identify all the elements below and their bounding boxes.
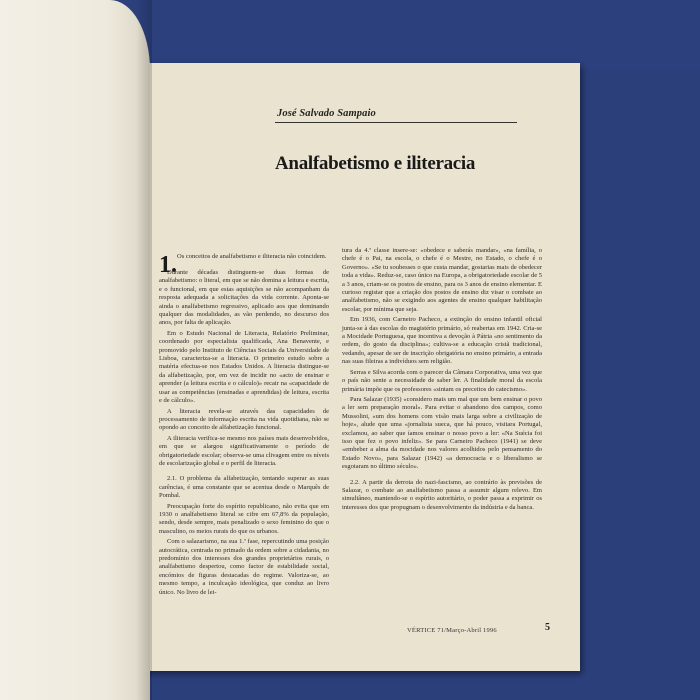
paragraph: A iliteracia verifica-se mesmo nos países mais desenvolvidos, em que se alargou significativamente o período de obrigatoriedade escolar; observa-se uma clivagem entre os níveis de escolarização global e o perfil de literacia. bbox=[159, 434, 329, 467]
left-column bbox=[159, 269, 329, 599]
first-line: Os conceitos de analfabetismo e iliteracia não coincidem. bbox=[177, 253, 327, 260]
paragraph: Preocupação forte do espírito republicano, não evita que em 1930 o analfabetismo literal se cifre em 67,8% da população, sendo, desde sempre, mais penalizado o sexo feminino do que o masculino, os meios rurais do que os urbanos. bbox=[159, 502, 329, 535]
right-column bbox=[342, 247, 542, 514]
header-rule bbox=[275, 122, 517, 123]
author-name: José Salvado Sampaio bbox=[277, 108, 376, 119]
paragraph: Durante décadas distinguem-se duas formas de analfabetismo: o literal, em que se não domina a leitura e escrita, e o funcional, em que estas aquisições se não acompanham da resposta adequada a solicitações da vida corrente. Aponta-se ainda o analfabetismo regressivo, aplicado aos que dominando qualquer das modalidades, as vão perdendo, no descurso dos anos, por falta de aplicação. bbox=[159, 269, 329, 327]
paragraph: Com o salazarismo, na sua 1.ª fase, repercutindo uma posição autocrática, centrada no primado da ordem sobre a cidadania, no predomínio dos interesses dos grandes proprietários rurais, o analfabetismo despertou, como factor de estabilidade social, encómios de figuras destacadas do regime. Valoriza-se, ao mesmo tempo, a inculcação ideológica, que conduz ao livro único. No livro de lei- bbox=[159, 538, 329, 596]
paragraph: Em o Estudo Nacional de Literacia, Relatório Preliminar, coordenado por especialista qualificada, Ana Benavente, e promovido pelo Instituto de Ciências Sociais da Universidade de Lisboa, caracteriza-se a literacia. O primeiro estudo sobre a matéria efectua-se nos Estados Unidos. A literacia distingue-se da alfabetização, por, em vez de incidir no «acto de ensinar e aprender (a leitura escrita e o cálculo)» recair na «capacidade de usar as competências (ensinadas e aprendidas) de leitura, escrita e de cálculo». bbox=[159, 329, 329, 405]
paragraph: tura da 4.ª classe insere-se: «obedece e saberás mandar», «na família, o chefe é o Pai, na escola, o chefe é o Mestre, no Estado, o chefe é o Governo». «Se tu soubesses o que custa mandar, gostarias mais de obedecer toda a vida». Reduz-se, caso único na Europa, a obrigatoriedade escolar de 5 a 3 anos, criam-se os postos de ensino, para os 3 anos de ensino elementar. E curioso registar que a criação dos postos de ensino diz visar o combate ao analfabetismo, não se exigindo aos agentes de ensino qualquer habilitação escolar, por mínima que seja. bbox=[342, 247, 542, 313]
page-shadow bbox=[136, 0, 152, 700]
drop-cap: 1. bbox=[159, 252, 177, 278]
paragraph: Serras e Silva acorda com o parecer da Câmara Corporativa, uma vez que o país não sente a necessidade de saber ler. A finalidade moral da escola primária impõe que os professores «sintam os preceitos do catecismo». bbox=[342, 368, 542, 393]
paragraph: 2.2. A partir da derrota do nazi-fascismo, ao contrário às previsões de Salazar, o combate ao analfabetismo passa a assumir algum relevo. Em simultâneo, mantendo-se o espírito autoritário, o poder passa a exprimir os interesses dos que propugnam o desenvolvimento da indústria e da banca. bbox=[342, 478, 542, 511]
journal-footer: VÉRTICE 71/Março-Abril 1996 bbox=[407, 627, 497, 634]
paragraph: Em 1936, com Carneiro Pacheco, a extinção do ensino infantil oficial junta-se à das escolas do magistério primário, só reabertas em 1942. Cria-se a Mocidade Portuguesa, que incentiva a devoção à Pátria «no sentimento da ordem, do gosto da disciplina»; cultiva-se a educação cristã tradicional, vedando, apesar de ser de inscrição obrigatória no ensino primário, a entrada nas suas fileiras a indivíduos sem religião. bbox=[342, 316, 542, 366]
page-number: 5 bbox=[545, 622, 550, 633]
document-page bbox=[137, 63, 580, 671]
paragraph: Para Salazar (1935) «considero mais um mal que um bem ensinar o povo a ler sem preparação moral». Para evitar o abandono dos campos, como Mussolini, «um dos homens com visão mais larga sobre a civilização de hoje», alude que uma «jornalista sueca, que há pouco, visitara Portugal, exclamou, ao saber que íamos ensinar o nosso povo a ler: «Na Suécia foi isso que fez o povo infeliz». Se para Carneiro Pacheco (1941) se deve «embeber a alma da mocidade nos valores acolhidos pelo pensamento do Estado Novo», para Salazar (1942) «a democracia e o liberalismo se esgotaram no último século». bbox=[342, 395, 542, 471]
paragraph: 2.1. O problema da alfabetização, tentando superar as suas carências, é uma constante que se acentua desde o Marquês de Pombal. bbox=[159, 475, 329, 500]
facing-page bbox=[0, 0, 150, 700]
article-title: Analfabetismo e iliteracia bbox=[275, 153, 476, 174]
paragraph: A literacia revela-se através das capacidades de processamento de informação escrita na vida quotidiana, não se opondo ao conceito de alfabetização funcional. bbox=[159, 407, 329, 432]
